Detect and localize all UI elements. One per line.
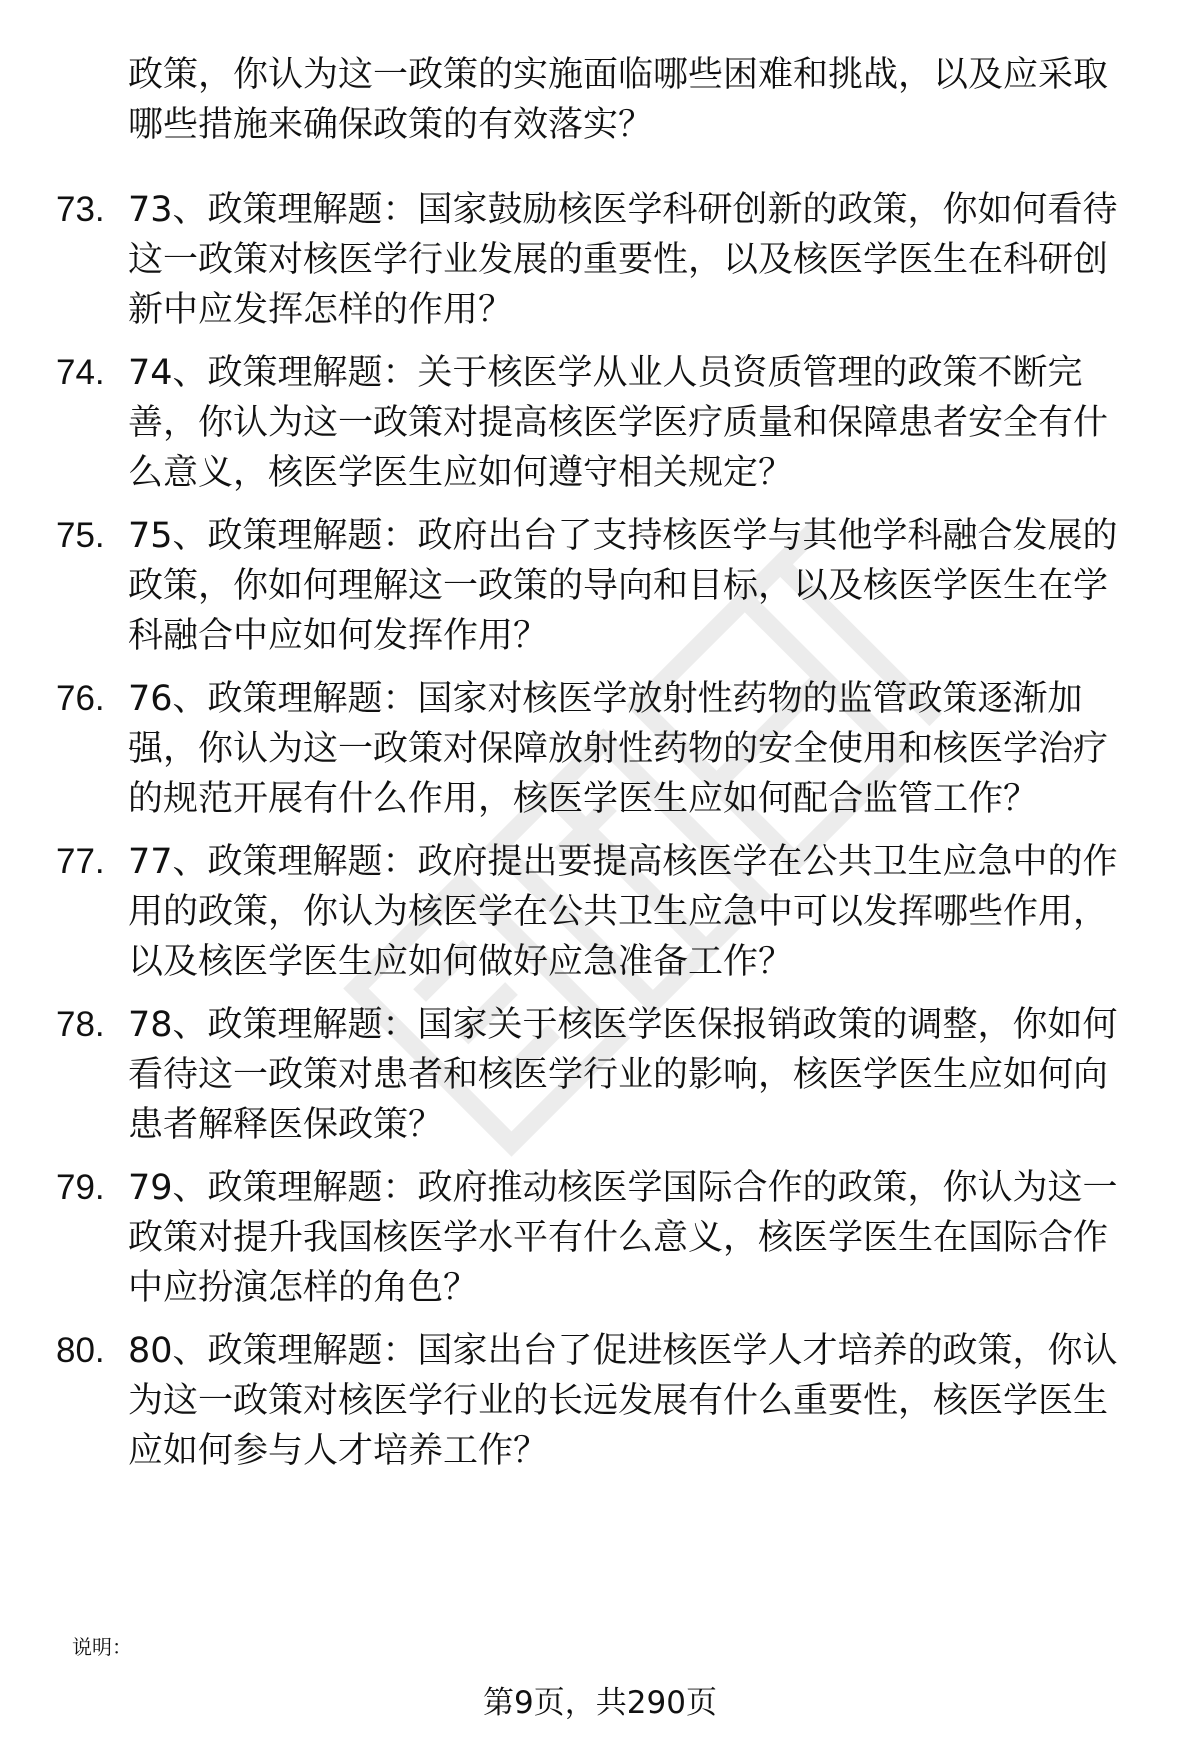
question-text: 76、政策理解题：国家对核医学放射性药物的监管政策逐渐加强，你认为这一政策对保障放射性药物的安全使用和核医学治疗的规范开展有什么作用，核医学医生应如何配合监管工作？ bbox=[128, 679, 1109, 819]
question-number: 79. bbox=[56, 1168, 105, 1207]
question-number: 75. bbox=[56, 516, 105, 555]
question-item bbox=[0, 348, 1200, 511]
intro-continuation-text: 政策，你认为这一政策的实施面临哪些困难和挑战，以及应采取哪些措施来确保政策的有效落实？ bbox=[128, 55, 1109, 145]
question-text: 77、政策理解题：政府提出要提高核医学在公共卫生应急中的作用的政策，你认为核医学在公共卫生应急中可以发挥哪些作用，以及核医学医生应如何做好应急准备工作？ bbox=[128, 842, 1118, 982]
question-text: 80、政策理解题：国家出台了促进核医学人才培养的政策，你认为这一政策对核医学行业的长远发展有什么重要性，核医学医生应如何参与人才培养工作？ bbox=[128, 1331, 1118, 1471]
question-number: 74. bbox=[56, 353, 105, 392]
question-number: 80. bbox=[56, 1331, 105, 1370]
question-text: 75、政策理解题：政府出台了支持核医学与其他学科融合发展的政策，你如何理解这一政策的导向和目标，以及核医学医生在学科融合中应如何发挥作用？ bbox=[128, 516, 1118, 656]
question-number: 73. bbox=[56, 190, 105, 229]
question-item bbox=[0, 837, 1200, 1000]
question-item bbox=[0, 1163, 1200, 1326]
question-text: 73、政策理解题：国家鼓励核医学科研创新的政策，你如何看待这一政策对核医学行业发展的重要性，以及核医学医生在科研创新中应发挥怎样的作用？ bbox=[128, 190, 1118, 330]
question-item bbox=[0, 1000, 1200, 1163]
question-item bbox=[0, 674, 1200, 837]
question-item bbox=[0, 511, 1200, 674]
question-text: 79、政策理解题：政府推动核医学国际合作的政策，你认为这一政策对提升我国核医学水平有什么意义，核医学医生在国际合作中应扮演怎样的角色？ bbox=[128, 1168, 1118, 1308]
question-list bbox=[0, 185, 1200, 1489]
question-number: 78. bbox=[56, 1005, 105, 1044]
question-item bbox=[0, 185, 1200, 348]
question-number: 77. bbox=[56, 842, 105, 881]
question-text: 74、政策理解题：关于核医学从业人员资质管理的政策不断完善，你认为这一政策对提高核医学医疗质量和保障患者安全有什么意义，核医学医生应如何遵守相关规定？ bbox=[128, 353, 1109, 493]
note-label: 说明： bbox=[72, 1635, 132, 1659]
page-footer: 第9页，共290页 bbox=[483, 1685, 717, 1721]
question-item bbox=[0, 1326, 1200, 1489]
question-number: 76. bbox=[56, 679, 105, 718]
question-text: 78、政策理解题：国家关于核医学医保报销政策的调整，你如何看待这一政策对患者和核医学行业的影响，核医学医生应如何向患者解释医保政策？ bbox=[128, 1005, 1118, 1145]
